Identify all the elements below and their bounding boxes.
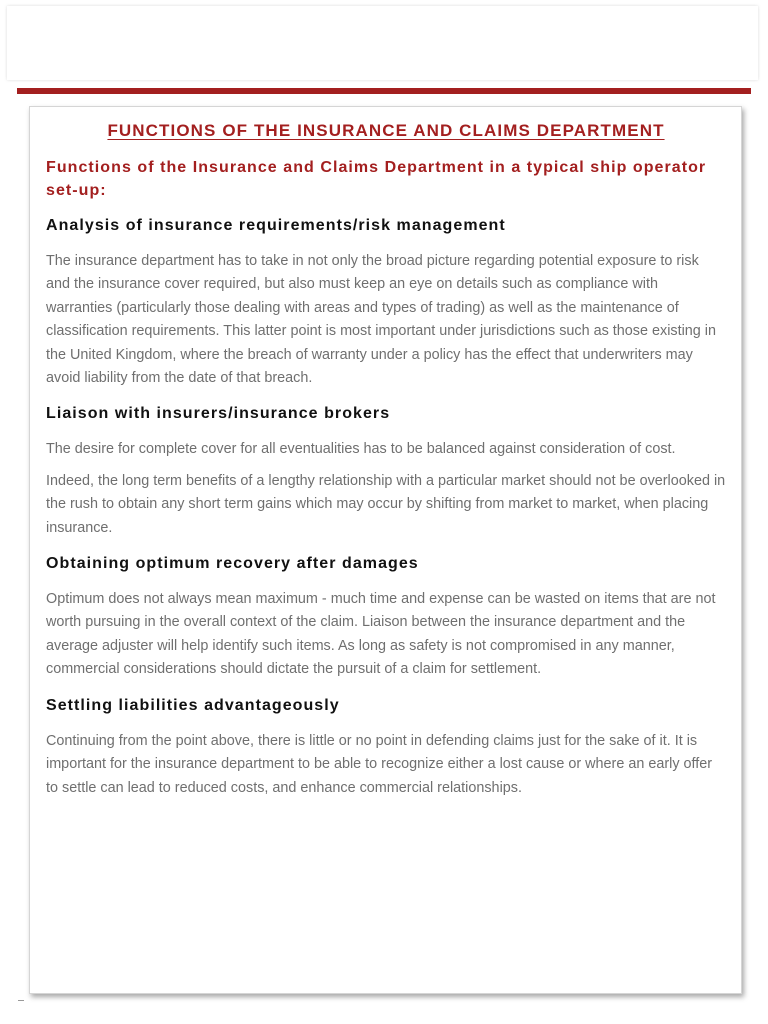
document-subtitle: Functions of the Insurance and Claims Department in a typical ship operator set-up: (46, 159, 707, 199)
section-heading-risk-management: Analysis of insurance requirements/risk management (46, 217, 506, 234)
page-title: FUNCTIONS OF THE INSURANCE AND CLAIMS DEPARTMENT (107, 121, 665, 140)
paragraph: The desire for complete cover for all eventualities has to be balanced against consideration of cost. (46, 441, 676, 458)
header-divider (17, 88, 751, 94)
document-page (29, 106, 742, 994)
paragraph: Continuing from the point above, there is little or no point in defending claims just for the sake of it. It is important for the insurance department to be able to recognize either a lost cause or where an early offer to settle can lead to reduced costs, and enhance commercial relationships. (46, 732, 713, 796)
top-banner (7, 6, 758, 80)
page-edge-mark (18, 1000, 24, 1001)
section-heading-settling-liabilities: Settling liabilities advantageously (46, 696, 340, 714)
document-content (46, 107, 726, 800)
paragraph: Optimum does not always mean maximum - much time and expense can be wasted on items that are not worth pursuing in the overall context of the claim. Liaison between the insurance department and the average adjuster will help identify such items. As long as safety is not compromised in any manner, commercial considerations should dictate the pursuit of a claim for settlement. (46, 591, 716, 678)
section-heading-optimum-recovery: Obtaining optimum recovery after damages (46, 555, 419, 573)
paragraph: Indeed, the long term benefits of a lengthy relationship with a particular market should not be overlooked in the rush to obtain any short term gains which may occur by shifting from market to market, when placing insurance. (46, 472, 726, 536)
section-heading-liaison: Liaison with insurers/insurance brokers (46, 405, 391, 423)
paragraph: The insurance department has to take in not only the broad picture regarding potential exposure to risk and the insurance cover required, but also must keep an eye on details such as compliance with warranties (particularly those dealing with areas and types of trading) as well as the maintenance of classification requirements. This latter point is most important under jurisdictions such as those existing in the United Kingdom, where the breach of warranty under a policy has the effect that underwriters may avoid liability from the date of that breach. (46, 253, 717, 387)
